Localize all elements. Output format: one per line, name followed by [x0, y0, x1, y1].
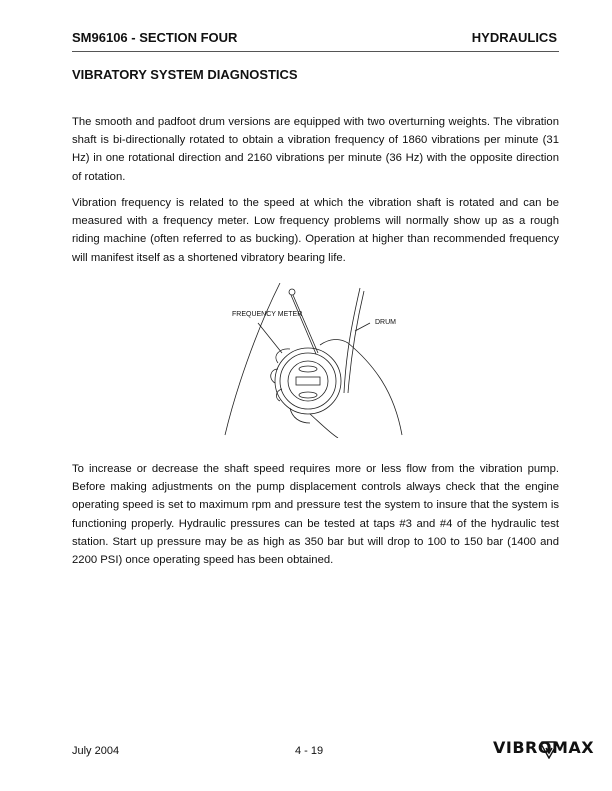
header-rule	[72, 51, 559, 52]
page-number: 4 - 19	[295, 745, 324, 757]
label-drum: DRUM	[375, 319, 396, 326]
section-title: VIBRATORY SYSTEM DIAGNOSTICS	[72, 67, 298, 82]
header-section: SM96106 - SECTION FOUR	[72, 30, 238, 45]
label-frequency-meter: FREQUENCY METER	[232, 311, 303, 318]
page-header	[72, 30, 557, 50]
brand-logo: VIBROMAX	[493, 738, 595, 757]
footer-date: July 2004	[72, 745, 120, 757]
paragraph-1: The smooth and padfoot drum versions are equipped with two overturning weights. The vibration shaft is bi-directionally rotated to obtain a vibration frequency of 1860 vibrations per minute (31 Hz) in one rotational direction and 2160 vibrations per minute (36 Hz) with the opposite direction of rotation.	[72, 116, 559, 183]
vibromax-badge-icon	[540, 741, 558, 759]
frequency-meter-illustration	[220, 283, 410, 438]
hand-holding-meter-icon	[220, 283, 410, 438]
header-chapter: HYDRAULICS	[471, 30, 557, 45]
paragraph-2: Vibration frequency is related to the speed at which the vibration shaft is rotated and can be measured with a frequency meter. Low frequency problems will normally show up as a rough riding machine (often referred to as bucking). Operation at higher than recommended frequency will manifest itself as a shortened vibratory bearing life.	[72, 197, 559, 264]
paragraph-3: To increase or decrease the shaft speed requires more or less flow from the vibration pump. Before making adjustments on the pump displacement controls always check that the engine operating speed is set to maximum rpm and pressure test the system to insure that the system is functioning properly. Hydraulic pressures can be tested at taps #3 and #4 of the hydraulic test station. Start up pressure may be as high as 350 bar but will drop to 100 to 150 bar (1400 and 2200 PSI) once operating speed has been obtained.	[72, 463, 559, 567]
